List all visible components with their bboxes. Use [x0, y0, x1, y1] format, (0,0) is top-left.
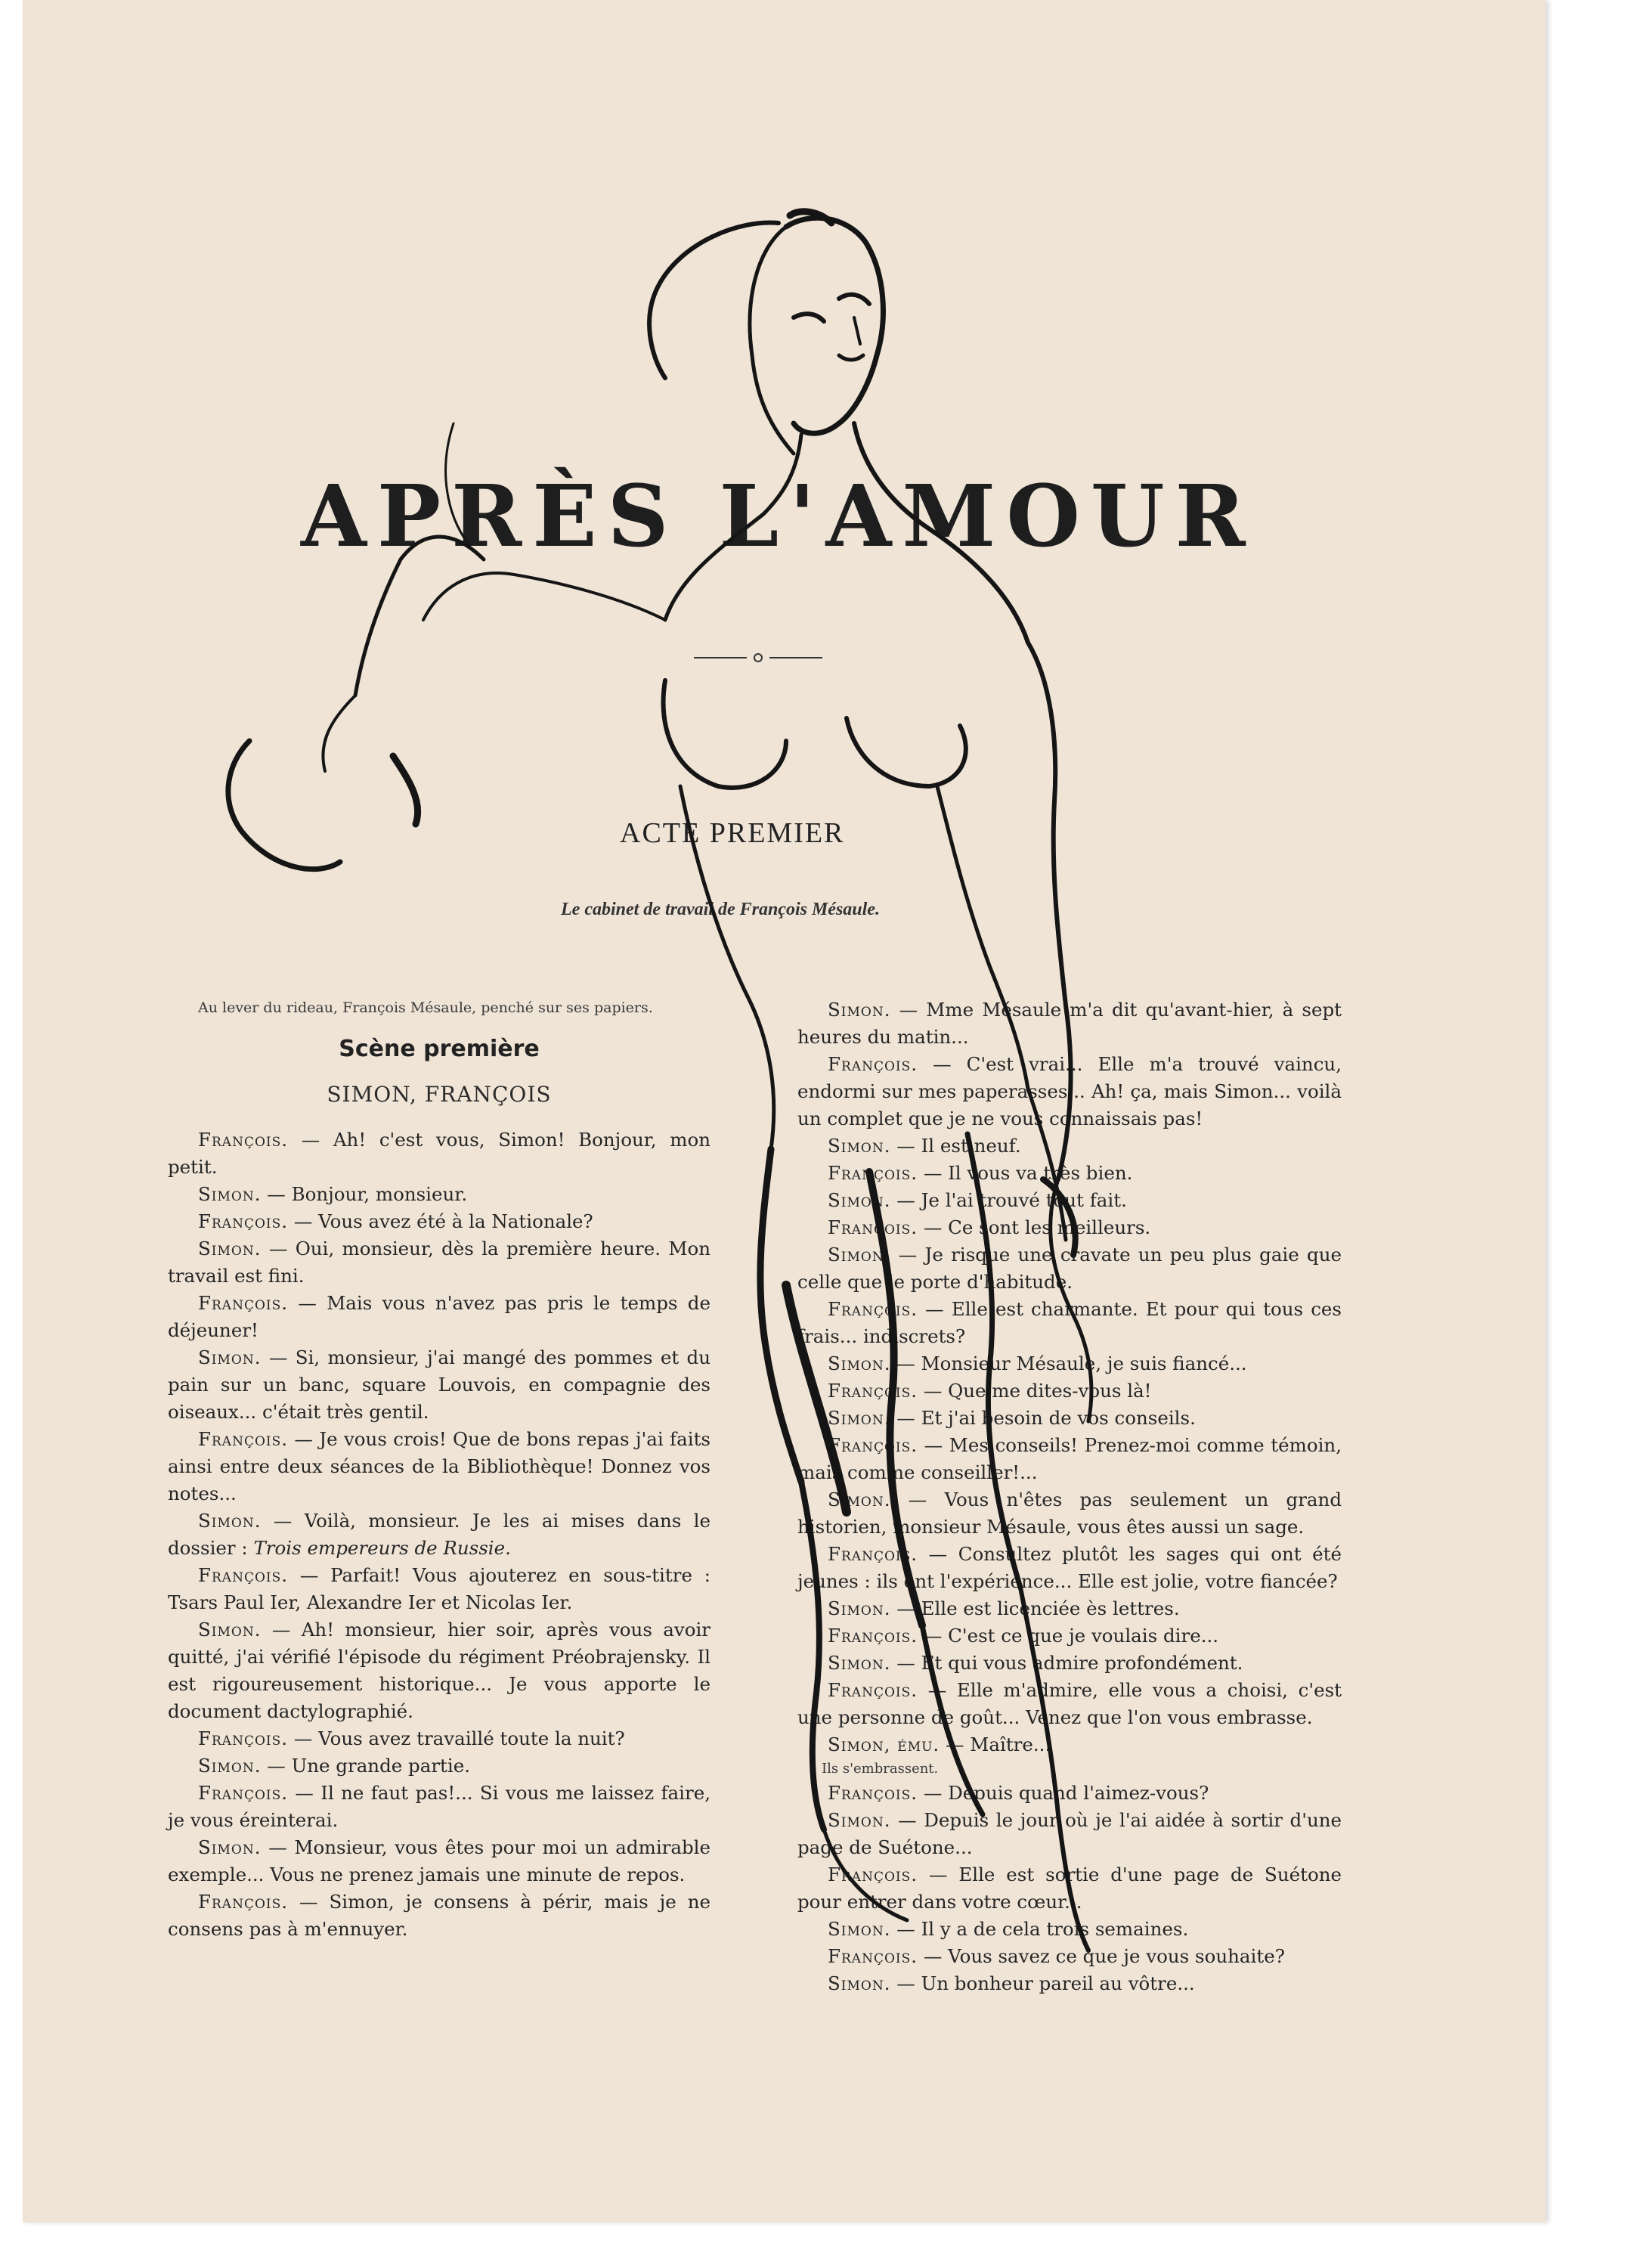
- speaker-name: François.: [198, 1129, 289, 1151]
- speaker-name: Simon.: [198, 1183, 262, 1205]
- dialogue-line: [797, 1622, 1342, 1650]
- speaker-name: François.: [828, 1298, 918, 1320]
- dialogue-text: — Monsieur, vous êtes pour moi un admirable exemple... Vous ne prenez jamais une minute de repos.: [168, 1836, 711, 1885]
- dialogue-text: — Vous avez travaillé toute la nuit?: [288, 1727, 625, 1749]
- dialogue-line: [797, 1214, 1342, 1241]
- dialogue-text: — Parfait! Vous ajouterez en sous-titre : Tsars Paul Ier, Alexandre Ier et Nicolas Ier.: [168, 1564, 711, 1613]
- dialogue-text: — Mme Mésaule m'a dit qu'avant-hier, à sept heures du matin...: [797, 999, 1342, 1048]
- speaker-name: Simon.: [828, 1972, 891, 1994]
- dialogue-line: [168, 1426, 711, 1507]
- dialogue-text: — Elle est charmante. Et pour qui tous ces frais... indiscrets?: [797, 1298, 1342, 1347]
- dialogue-text: — Mes conseils! Prenez-moi comme témoin, mais comme conseiller!...: [797, 1434, 1342, 1483]
- dialogue-line: [797, 1916, 1342, 1943]
- speaker-name: François.: [828, 1945, 918, 1967]
- dialogue-text: — Voilà, monsieur. Je les ai mises dans le dossier :: [168, 1510, 711, 1559]
- dialogue-line: [168, 1834, 711, 1888]
- dialogue-line: [797, 1432, 1342, 1486]
- dialogue-line: [797, 1970, 1342, 1997]
- dialogue-line: [168, 1344, 711, 1426]
- speaker-name: François.: [198, 1564, 289, 1586]
- speaker-name: Simon.: [828, 1597, 891, 1619]
- stage-direction: Ils s'embrassent.: [822, 1761, 939, 1777]
- dialogue-text: — Si, monsieur, j'ai mangé des pommes et du pain sur un banc, square Louvois, en compagnie des oiseaux... c'était très gentil.: [168, 1346, 711, 1423]
- speaker-name: François.: [828, 1543, 918, 1565]
- dialogue-line: [168, 1208, 711, 1235]
- dialogue-text: — Elle est licenciée ès lettres.: [890, 1597, 1180, 1619]
- dialogue-line: [797, 1241, 1342, 1296]
- dialogue-line: [797, 1731, 1342, 1758]
- dialogue-line: [168, 1235, 711, 1290]
- act-heading: ACTE PREMIER: [620, 817, 845, 849]
- speaker-name: Simon.: [828, 1809, 891, 1831]
- dialogue-text: — Consultez plutôt les sages qui ont été jeunes : ils ont l'expérience... Elle est jolie, votre fiancée?: [797, 1543, 1342, 1592]
- speaker-name: Simon.: [198, 1755, 262, 1777]
- speaker-name: François.: [828, 1216, 918, 1238]
- dialogue-line: [168, 1616, 711, 1725]
- dialogue-line: [797, 1377, 1342, 1405]
- dialogue-text: — Je vous crois! Que de bons repas j'ai faits ainsi entre deux séances de la Bibliothèque! Donnez vos notes...: [168, 1428, 711, 1504]
- dialogue-text: — C'est vrai... Elle m'a trouvé vaincu, endormi sur mes paperasses... Ah! ça, mais Simon... voilà un complet que je ne vous connaissais pas!: [797, 1053, 1342, 1129]
- dialogue-text: — Et qui vous admire profondément.: [890, 1652, 1243, 1674]
- speaker-name: Simon.: [828, 1135, 891, 1157]
- speaker-name: Simon.: [198, 1836, 262, 1858]
- dialogue-text: — Que me dites-vous là!: [918, 1380, 1152, 1402]
- dialogue-text: — Ah! c'est vous, Simon! Bonjour, mon petit.: [168, 1129, 711, 1178]
- dialogue-line: [797, 1132, 1342, 1160]
- dialogue-line: [797, 1595, 1342, 1622]
- opening-stage-direction: Au lever du rideau, François Mésaule, penché sur ses papiers.: [198, 999, 653, 1016]
- dialogue-line: [797, 1296, 1342, 1350]
- page-title: APRÈS L'AMOUR: [301, 467, 1256, 566]
- speaker-name: François.: [828, 1053, 918, 1075]
- dialogue-line: [797, 1677, 1342, 1731]
- speaker-name: Simon.: [828, 1652, 891, 1674]
- dialogue-line: [168, 1725, 711, 1752]
- speaker-name: Simon.: [828, 1407, 891, 1429]
- title-ornament: [694, 650, 822, 665]
- dialogue-line: [797, 1807, 1342, 1861]
- dialogue-text: — Il ne faut pas!... Si vous me laissez faire, je vous éreinterai.: [168, 1782, 711, 1831]
- scene-title: Scène première: [339, 1036, 540, 1062]
- dialogue-line: [797, 1861, 1342, 1916]
- dialogue-text: — Il est neuf.: [890, 1135, 1021, 1157]
- speaker-name: Simon.: [828, 1352, 891, 1374]
- dialogue-line: [797, 1187, 1342, 1214]
- speaker-name: François.: [198, 1292, 289, 1314]
- speaker-name: François.: [198, 1727, 289, 1749]
- dialogue-line: [797, 1160, 1342, 1187]
- speaker-name: Simon.: [198, 1619, 262, 1641]
- dialogue-line: [797, 1051, 1342, 1132]
- dialogue-text: — Elle m'admire, elle vous a choisi, c'est une personne de goût... Venez que l'on vous embrasse.: [797, 1679, 1342, 1728]
- speaker-name: Simon.: [828, 1918, 891, 1940]
- speaker-name: François.: [828, 1380, 918, 1402]
- dialogue-text: — Simon, je consens à périr, mais je ne consens pas à m'ennuyer.: [168, 1891, 711, 1940]
- dialogue-text: — Vous avez été à la Nationale?: [288, 1210, 593, 1232]
- dossier-title: Trois empereurs de Russie.: [253, 1537, 511, 1559]
- dialogue-line: [168, 1888, 711, 1943]
- speaker-name: Simon.: [828, 1189, 891, 1211]
- dialogue-text: — Et j'ai besoin de vos conseils.: [890, 1407, 1196, 1429]
- speaker-name: Simon.: [828, 1489, 891, 1510]
- characters-list: SIMON, FRANÇOIS: [327, 1082, 552, 1107]
- dialogue-text: — Monsieur Mésaule, je suis fiancé...: [890, 1352, 1247, 1374]
- right-column: [797, 996, 1342, 1997]
- dialogue-text: — Ce sont les meilleurs.: [918, 1216, 1151, 1238]
- dialogue-line: [168, 1290, 711, 1344]
- setting-line: Le cabinet de travail de François Mésaule.: [561, 900, 880, 919]
- dialogue-text: — Je l'ai trouvé tout fait.: [890, 1189, 1127, 1211]
- dialogue-line: [168, 1126, 711, 1181]
- left-dialogue: [168, 1126, 711, 1943]
- speaker-name: François.: [828, 1625, 918, 1647]
- speaker-name: Simon.: [198, 1510, 262, 1532]
- dialogue-line: [797, 1405, 1342, 1432]
- dialogue-line: [797, 1943, 1342, 1970]
- dialogue-line: [168, 1780, 711, 1834]
- speaker-name: François.: [198, 1428, 289, 1450]
- dialogue-line: [797, 1486, 1342, 1541]
- dialogue-text: — Ah! monsieur, hier soir, après vous avoir quitté, j'ai vérifié l'épisode du régiment Préobrajensky. Il est rigoureusement historique... Je vous apporte le document dactylographié.: [168, 1619, 711, 1722]
- dialogue-text: — Il y a de cela trois semaines.: [890, 1918, 1189, 1940]
- dialogue-line: [168, 1181, 711, 1208]
- speaker-name: Simon.: [828, 1244, 891, 1266]
- speaker-name: François.: [828, 1679, 918, 1701]
- dialogue-text: — Il vous va très bien.: [918, 1162, 1133, 1184]
- dialogue-text: — Je risque une cravate un peu plus gaie que celle que je porte d'habitude.: [797, 1244, 1342, 1293]
- speaker-name: Simon, ému.: [828, 1734, 940, 1755]
- dialogue-text: — Bonjour, monsieur.: [261, 1183, 468, 1205]
- dialogue-line: [797, 1541, 1342, 1595]
- dialogue-text: — Vous savez ce que je vous souhaite?: [918, 1945, 1285, 1967]
- dialogue-text: — Depuis quand l'aimez-vous?: [918, 1782, 1209, 1804]
- dialogue-line: [168, 1752, 711, 1780]
- dialogue-text: — Une grande partie.: [261, 1755, 471, 1777]
- dialogue-line: [168, 1562, 711, 1616]
- dialogue-line: [168, 1507, 711, 1562]
- dialogue-line: [797, 996, 1342, 1051]
- dialogue-text: — Maître...: [940, 1734, 1051, 1755]
- dialogue-text: — C'est ce que je voulais dire...: [918, 1625, 1219, 1647]
- dialogue-text: — Oui, monsieur, dès la première heure. Mon travail est fini.: [168, 1238, 711, 1287]
- left-column: [168, 996, 711, 1943]
- speaker-name: François.: [198, 1891, 289, 1913]
- speaker-name: François.: [828, 1434, 918, 1456]
- dialogue-text: — Depuis le jour où je l'ai aidée à sortir d'une page de Suétone...: [797, 1809, 1342, 1858]
- speaker-name: Simon.: [198, 1346, 262, 1368]
- speaker-name: François.: [828, 1162, 918, 1184]
- dialogue-line: [797, 1350, 1342, 1377]
- speaker-name: François.: [198, 1782, 289, 1804]
- speaker-name: Simon.: [828, 999, 891, 1021]
- dialogue-text: — Vous n'êtes pas seulement un grand historien, monsieur Mésaule, vous êtes aussi un sage.: [797, 1489, 1342, 1538]
- speaker-name: François.: [828, 1782, 918, 1804]
- right-dialogue: [797, 996, 1342, 1997]
- speaker-name: François.: [198, 1210, 289, 1232]
- dialogue-line: [797, 1650, 1342, 1677]
- dialogue-text: — Un bonheur pareil au vôtre...: [890, 1972, 1195, 1994]
- speaker-name: Simon.: [198, 1238, 262, 1259]
- dialogue-text: — Mais vous n'avez pas pris le temps de déjeuner!: [168, 1292, 711, 1341]
- dialogue-line: [797, 1780, 1342, 1807]
- speaker-name: François.: [828, 1864, 918, 1885]
- dialogue-text: — Elle est sortie d'une page de Suétone pour entrer dans votre cœur...: [797, 1864, 1342, 1913]
